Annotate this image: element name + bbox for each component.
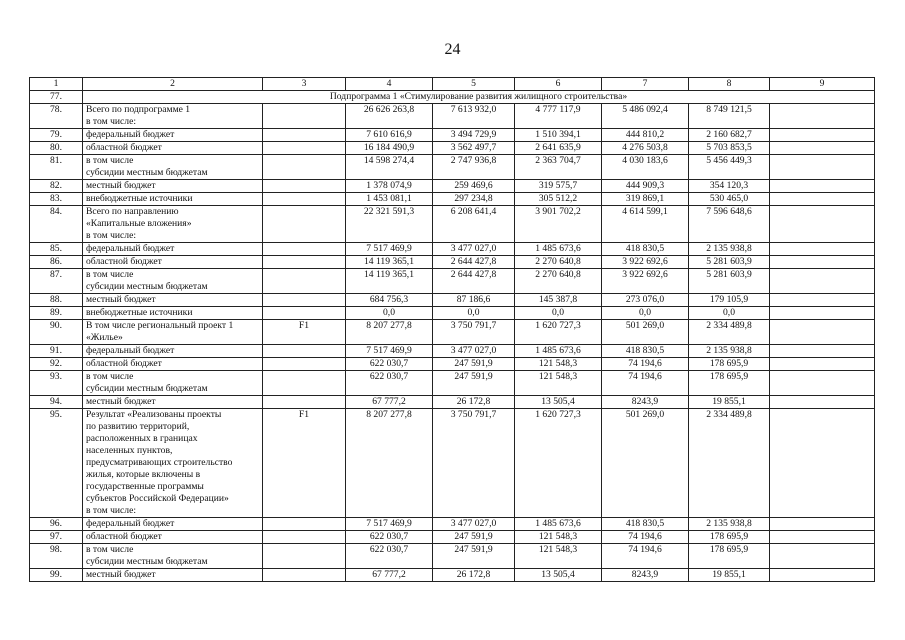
row-number: 90. [30,320,83,345]
value-col-5: 26 172,8 [433,396,515,409]
value-col-9 [770,358,875,371]
value-col-9 [770,256,875,269]
value-col-5: 26 172,8 [433,569,515,582]
value-col-9 [770,193,875,206]
value-col-5: 3 477 027,0 [433,345,515,358]
value-col-5: 3 750 791,7 [433,320,515,345]
table-row [30,206,875,243]
table-row [30,180,875,193]
row-label: Результат «Реализованы проекты по развитию территорий, расположенных в границах населенных пунктов, предусматривающих строительство жилья, которые включены в государственные программы субъектов Российской Федерации» в том числе: [83,409,263,518]
value-col-7: 74 194,6 [602,544,689,569]
row-number: 85. [30,243,83,256]
table-row [30,256,875,269]
value-col-4: 7 517 469,9 [346,243,433,256]
row-number: 91. [30,345,83,358]
value-col-9 [770,243,875,256]
value-col-7: 4 030 183,6 [602,155,689,180]
value-col-6: 145 387,8 [515,294,602,307]
value-col-5: 2 747 936,8 [433,155,515,180]
row-number: 89. [30,307,83,320]
value-col-5: 247 591,9 [433,544,515,569]
table-row [30,104,875,129]
section-row [30,91,875,104]
row-label: федеральный бюджет [83,518,263,531]
value-col-7: 74 194,6 [602,358,689,371]
row-label: областной бюджет [83,358,263,371]
row-number: 79. [30,129,83,142]
row-number: 96. [30,518,83,531]
row-code [263,243,346,256]
value-col-7: 3 922 692,6 [602,256,689,269]
value-col-6: 121 548,3 [515,371,602,396]
row-label: внебюджетные источники [83,193,263,206]
value-col-4: 67 777,2 [346,569,433,582]
row-label: Всего по подпрограмме 1 в том числе: [83,104,263,129]
column-header: 8 [689,78,770,91]
value-col-5: 297 234,8 [433,193,515,206]
value-col-5: 6 208 641,4 [433,206,515,243]
value-col-9 [770,531,875,544]
row-label: в том числе субсидии местным бюджетам [83,371,263,396]
row-code [263,193,346,206]
value-col-5: 2 644 427,8 [433,256,515,269]
row-number: 83. [30,193,83,206]
table-row [30,396,875,409]
value-col-9 [770,569,875,582]
row-code [263,180,346,193]
value-col-8: 5 281 603,9 [689,256,770,269]
table-row [30,129,875,142]
value-col-4: 622 030,7 [346,371,433,396]
value-col-4: 7 610 616,9 [346,129,433,142]
value-col-8: 5 703 853,5 [689,142,770,155]
value-col-5: 7 613 932,0 [433,104,515,129]
row-code [263,518,346,531]
value-col-4: 0,0 [346,307,433,320]
section-row-number: 77. [30,91,83,104]
row-number: 86. [30,256,83,269]
value-col-4: 14 119 365,1 [346,256,433,269]
value-col-8: 2 135 938,8 [689,518,770,531]
row-number: 95. [30,409,83,518]
value-col-7: 418 830,5 [602,243,689,256]
value-col-8: 2 160 682,7 [689,129,770,142]
value-col-7: 5 486 092,4 [602,104,689,129]
section-title: Подпрограмма 1 «Стимулирование развития жилищного строительства» [83,91,875,104]
value-col-8: 5 281 603,9 [689,269,770,294]
value-col-4: 14 119 365,1 [346,269,433,294]
value-col-9 [770,155,875,180]
column-header: 2 [83,78,263,91]
row-label: В том числе региональный проект 1 «Жилье» [83,320,263,345]
row-label: областной бюджет [83,256,263,269]
value-col-7: 319 869,1 [602,193,689,206]
value-col-6: 0,0 [515,307,602,320]
value-col-5: 0,0 [433,307,515,320]
row-number: 78. [30,104,83,129]
row-label: областной бюджет [83,531,263,544]
value-col-6: 1 620 727,3 [515,409,602,518]
row-code [263,206,346,243]
column-header: 5 [433,78,515,91]
value-col-7: 273 076,0 [602,294,689,307]
value-col-7: 444 810,2 [602,129,689,142]
value-col-5: 2 644 427,8 [433,269,515,294]
row-label: в том числе субсидии местным бюджетам [83,269,263,294]
value-col-9 [770,180,875,193]
value-col-4: 7 517 469,9 [346,345,433,358]
value-col-8: 179 105,9 [689,294,770,307]
value-col-8: 5 456 449,3 [689,155,770,180]
value-col-5: 3 477 027,0 [433,518,515,531]
value-col-9 [770,371,875,396]
value-col-6: 121 548,3 [515,358,602,371]
value-col-5: 247 591,9 [433,371,515,396]
value-col-5: 247 591,9 [433,531,515,544]
row-code [263,269,346,294]
value-col-8: 7 596 648,6 [689,206,770,243]
row-label: местный бюджет [83,294,263,307]
row-number: 97. [30,531,83,544]
value-col-7: 444 909,3 [602,180,689,193]
value-col-9 [770,206,875,243]
value-col-8: 354 120,3 [689,180,770,193]
value-col-9 [770,518,875,531]
row-label: федеральный бюджет [83,129,263,142]
table-row [30,358,875,371]
value-col-9 [770,544,875,569]
value-col-7: 8243,9 [602,396,689,409]
value-col-5: 3 477 027,0 [433,243,515,256]
value-col-6: 13 505,4 [515,396,602,409]
row-code [263,294,346,307]
value-col-8: 0,0 [689,307,770,320]
row-number: 93. [30,371,83,396]
row-code [263,142,346,155]
row-number: 98. [30,544,83,569]
value-col-5: 247 591,9 [433,358,515,371]
value-col-5: 3 562 497,7 [433,142,515,155]
column-header: 3 [263,78,346,91]
value-col-4: 622 030,7 [346,544,433,569]
value-col-8: 2 334 489,8 [689,409,770,518]
value-col-6: 2 270 640,8 [515,269,602,294]
value-col-8: 2 135 938,8 [689,243,770,256]
budget-table [29,77,875,582]
row-code [263,307,346,320]
row-code [263,155,346,180]
row-label: Всего по направлению «Капитальные вложения» в том числе: [83,206,263,243]
row-code: F1 [263,409,346,518]
value-col-8: 8 749 121,5 [689,104,770,129]
table-row [30,294,875,307]
row-code [263,544,346,569]
table-row [30,345,875,358]
value-col-7: 418 830,5 [602,345,689,358]
value-col-6: 121 548,3 [515,544,602,569]
value-col-5: 87 186,6 [433,294,515,307]
row-code [263,531,346,544]
value-col-6: 1 485 673,6 [515,518,602,531]
value-col-8: 178 695,9 [689,544,770,569]
table-row [30,320,875,345]
value-col-9 [770,294,875,307]
value-col-6: 4 777 117,9 [515,104,602,129]
row-number: 99. [30,569,83,582]
value-col-4: 7 517 469,9 [346,518,433,531]
value-col-8: 2 334 489,8 [689,320,770,345]
value-col-8: 19 855,1 [689,569,770,582]
row-label: федеральный бюджет [83,345,263,358]
value-col-4: 622 030,7 [346,531,433,544]
value-col-9 [770,129,875,142]
row-code [263,371,346,396]
row-code: F1 [263,320,346,345]
table-row [30,193,875,206]
row-code [263,358,346,371]
value-col-4: 67 777,2 [346,396,433,409]
value-col-7: 501 269,0 [602,320,689,345]
row-label: местный бюджет [83,180,263,193]
value-col-6: 3 901 702,2 [515,206,602,243]
value-col-7: 501 269,0 [602,409,689,518]
value-col-7: 74 194,6 [602,531,689,544]
value-col-9 [770,396,875,409]
value-col-7: 4 614 599,1 [602,206,689,243]
row-code [263,569,346,582]
row-number: 87. [30,269,83,294]
column-header: 1 [30,78,83,91]
row-label: областной бюджет [83,142,263,155]
row-label: федеральный бюджет [83,243,263,256]
value-col-5: 3 494 729,9 [433,129,515,142]
value-col-6: 2 641 635,9 [515,142,602,155]
value-col-4: 1 378 074,9 [346,180,433,193]
table-row [30,409,875,518]
value-col-7: 3 922 692,6 [602,269,689,294]
table-row [30,155,875,180]
value-col-8: 178 695,9 [689,358,770,371]
value-col-6: 121 548,3 [515,531,602,544]
table-row [30,142,875,155]
value-col-8: 2 135 938,8 [689,345,770,358]
row-code [263,345,346,358]
row-number: 88. [30,294,83,307]
value-col-5: 259 469,6 [433,180,515,193]
row-code [263,256,346,269]
value-col-4: 16 184 490,9 [346,142,433,155]
value-col-4: 22 321 591,3 [346,206,433,243]
value-col-9 [770,320,875,345]
value-col-8: 530 465,0 [689,193,770,206]
value-col-9 [770,345,875,358]
page-number: 24 [444,41,461,58]
table-row [30,243,875,256]
value-col-6: 305 512,2 [515,193,602,206]
row-code [263,129,346,142]
value-col-7: 4 276 503,8 [602,142,689,155]
table-row [30,569,875,582]
value-col-6: 319 575,7 [515,180,602,193]
header-row [30,78,875,91]
value-col-9 [770,142,875,155]
value-col-8: 178 695,9 [689,371,770,396]
row-label: местный бюджет [83,396,263,409]
value-col-6: 2 363 704,7 [515,155,602,180]
table-row [30,518,875,531]
row-number: 94. [30,396,83,409]
value-col-7: 418 830,5 [602,518,689,531]
value-col-6: 1 510 394,1 [515,129,602,142]
column-header: 4 [346,78,433,91]
column-header: 9 [770,78,875,91]
value-col-4: 622 030,7 [346,358,433,371]
value-col-7: 74 194,6 [602,371,689,396]
table-row [30,307,875,320]
column-header: 7 [602,78,689,91]
value-col-9 [770,307,875,320]
value-col-4: 1 453 081,1 [346,193,433,206]
row-label: внебюджетные источники [83,307,263,320]
value-col-9 [770,269,875,294]
value-col-9 [770,409,875,518]
row-number: 92. [30,358,83,371]
table-row [30,371,875,396]
row-number: 81. [30,155,83,180]
table-row [30,531,875,544]
value-col-4: 26 626 263,8 [346,104,433,129]
table-row [30,544,875,569]
value-col-9 [770,104,875,129]
table-row [30,269,875,294]
row-number: 82. [30,180,83,193]
value-col-6: 1 620 727,3 [515,320,602,345]
value-col-7: 0,0 [602,307,689,320]
value-col-7: 8243,9 [602,569,689,582]
value-col-8: 19 855,1 [689,396,770,409]
value-col-5: 3 750 791,7 [433,409,515,518]
value-col-8: 178 695,9 [689,531,770,544]
row-label: в том числе субсидии местным бюджетам [83,544,263,569]
value-col-6: 1 485 673,6 [515,243,602,256]
row-code [263,104,346,129]
row-label: в том числе субсидии местным бюджетам [83,155,263,180]
row-number: 84. [30,206,83,243]
value-col-4: 14 598 274,4 [346,155,433,180]
value-col-6: 2 270 640,8 [515,256,602,269]
row-code [263,396,346,409]
value-col-4: 8 207 277,8 [346,320,433,345]
row-number: 80. [30,142,83,155]
value-col-4: 684 756,3 [346,294,433,307]
value-col-6: 13 505,4 [515,569,602,582]
row-label: местный бюджет [83,569,263,582]
value-col-4: 8 207 277,8 [346,409,433,518]
value-col-6: 1 485 673,6 [515,345,602,358]
column-header: 6 [515,78,602,91]
